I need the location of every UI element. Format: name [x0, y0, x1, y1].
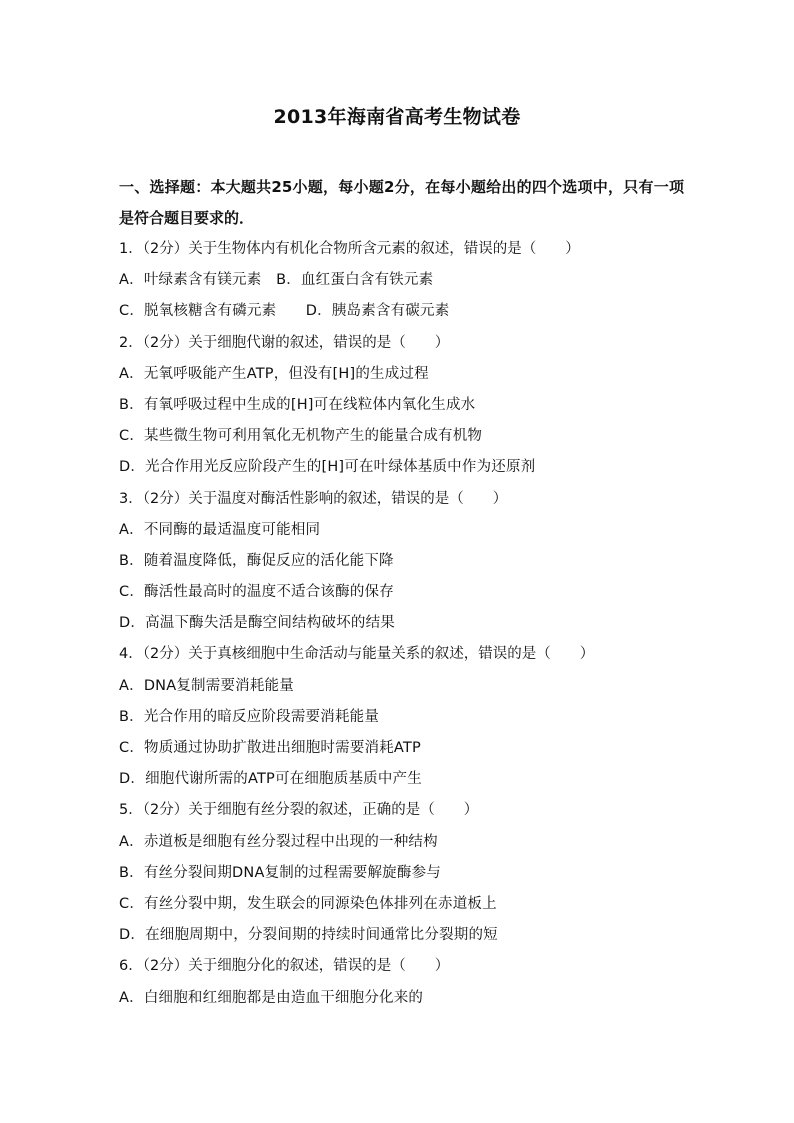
answer-option: C．某些微生物可利用氧化无机物产生的能量合成有机物: [119, 428, 483, 445]
answer-option: C．酶活性最高时的温度不适合该酶的保存: [119, 584, 394, 601]
answer-option: D．细胞代谢所需的ATP可在细胞质基质中产生: [119, 771, 422, 788]
answer-option: D．在细胞周期中，分裂间期的持续时间通常比分裂期的短: [119, 927, 498, 944]
answer-option: B．有丝分裂间期DNA复制的过程需要解旋酶参与: [119, 864, 441, 881]
document-title: 2013年海南省高考生物试卷: [273, 106, 521, 128]
question-stem: 4．（2分）关于真核细胞中生命活动与能量关系的叙述，错误的是（ ）: [119, 646, 595, 663]
question-stem: 5．（2分）关于细胞有丝分裂的叙述，正确的是（ ）: [119, 802, 479, 819]
answer-option: D．光合作用光反应阶段产生的[H]可在叶绿体基质中作为还原剂: [119, 459, 536, 476]
answer-option: A．不同酶的最适温度可能相同: [119, 521, 321, 538]
question-stem: 3．（2分）关于温度对酶活性影响的叙述，错误的是（ ）: [119, 490, 508, 507]
question-list: [119, 234, 694, 1014]
answer-option: A．赤道板是细胞有丝分裂过程中出现的一种结构: [119, 833, 438, 850]
answer-option: C．有丝分裂中期，发生联会的同源染色体排列在赤道板上: [119, 895, 497, 912]
answer-option: B．有氧呼吸过程中生成的[H]可在线粒体内氧化生成水: [119, 396, 476, 413]
question-stem: 2．（2分）关于细胞代谢的叙述，错误的是（ ）: [119, 334, 450, 351]
answer-option: A．DNA复制需要消耗能量: [119, 677, 294, 694]
section-heading: 一、选择题：本大题共25小题，每小题2分，在每小题给出的四个选项中，只有一项是符合题目要求的．: [119, 178, 684, 227]
answer-option: D．高温下酶失活是酶空间结构破坏的结果: [119, 615, 395, 632]
question-stem: 6．（2分）关于细胞分化的叙述，错误的是（ ）: [119, 958, 450, 975]
answer-option: A．无氧呼吸能产生ATP，但没有[H]的生成过程: [119, 365, 429, 382]
answer-option: C．脱氧核糖含有磷元素 D．胰岛素含有碳元素: [119, 303, 450, 320]
answer-option: B．随着温度降低，酶促反应的活化能下降: [119, 552, 394, 569]
answer-option: C．物质通过协助扩散进出细胞时需要消耗ATP: [119, 740, 421, 756]
answer-option: B．光合作用的暗反应阶段需要消耗能量: [119, 708, 380, 725]
question-stem: 1．（2分）关于生物体内有机化合物所含元素的叙述，错误的是（ ）: [119, 241, 580, 257]
answer-option: A．白细胞和红细胞都是由造血干细胞分化来的: [119, 989, 424, 1006]
answer-option: A．叶绿素含有镁元素 B．血红蛋白含有铁元素: [119, 272, 434, 289]
